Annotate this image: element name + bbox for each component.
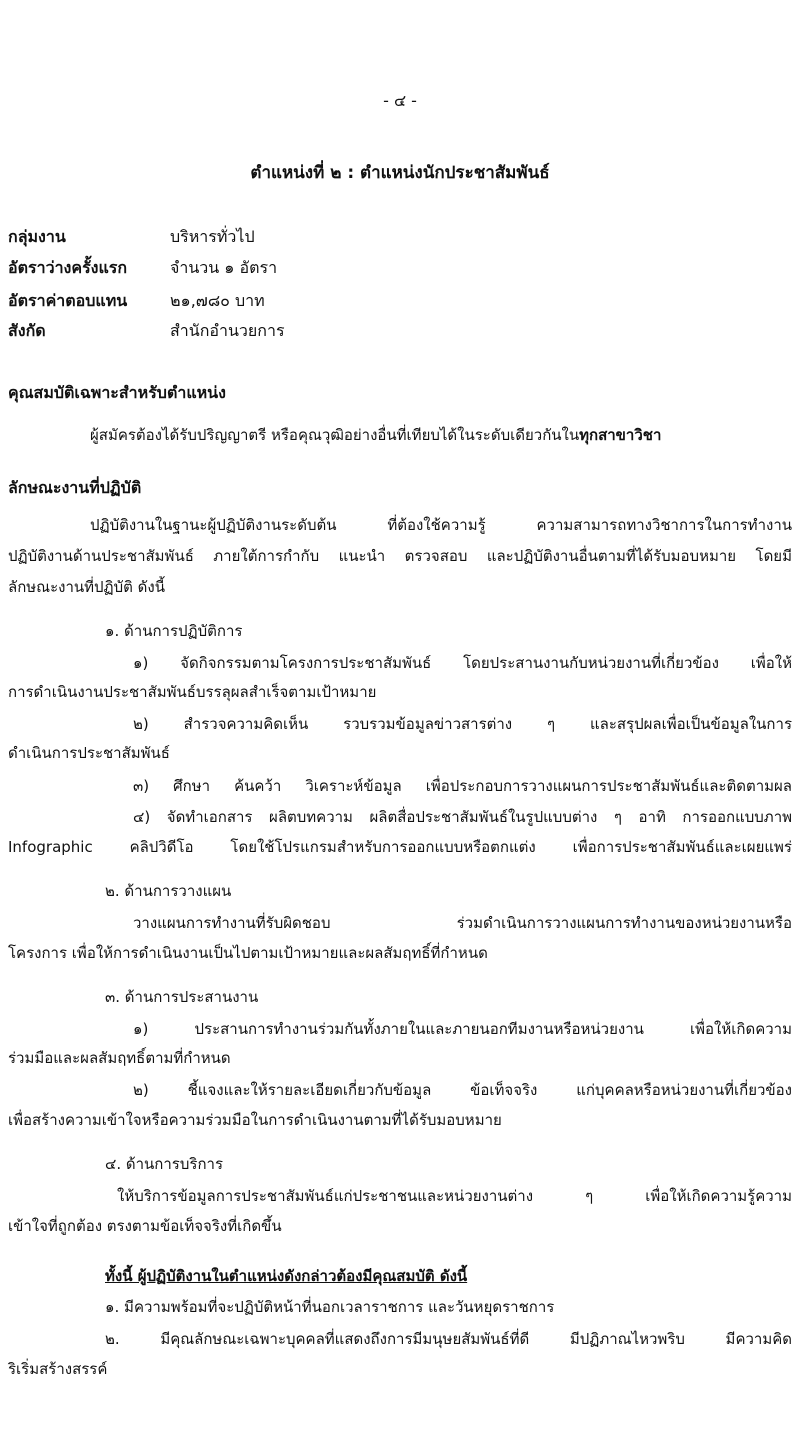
page-number: - ๔ - (383, 91, 417, 110)
info-label-group: กลุ่มงาน (8, 227, 66, 246)
qualification-field: ทุกสาขาวิชา (579, 426, 662, 444)
coordination-item-2: ๒) ชี้แจงและให้รายละเอียดเกี่ยวกับข้อมูล ข้อเท็จจริง แก่บุคคลหรือหน่วยงานที่เกี่ยวข้อง (133, 1081, 792, 1099)
operations-item-1: ๑) จัดกิจกรรมตามโครงการประชาสัมพันธ์ โดยประสานงานกับหน่วยงานที่เกี่ยวข้อง เพื่อให้ (133, 654, 792, 672)
service-text: ให้บริการข้อมูลการประชาสัมพันธ์แก่ประชาชนและหน่วยงานต่าง ๆ เพื่อให้เกิดความรู้ความ (117, 1187, 792, 1205)
service-text-cont: เข้าใจที่ถูกต้อง ตรงตามข้อเท็จจริงที่เกิดขึ้น (8, 1217, 282, 1235)
planning-text-cont: โครงการ เพื่อให้การดำเนินงานเป็นไปตามเป้าหมายและผลสัมฤทธิ์ที่กำหนด (8, 944, 488, 962)
section-operations-title: ๑. ด้านการปฏิบัติการ (105, 622, 243, 640)
operations-item-2: ๒) สำรวจความคิดเห็น รวบรวมข้อมูลข่าวสารต่าง ๆ และสรุปผลเพื่อเป็นข้อมูลในการ (133, 715, 792, 733)
qualification-title: คุณสมบัติเฉพาะสำหรับตำแหน่ง (8, 383, 226, 402)
duties-intro-line: ปฏิบัติงานด้านประชาสัมพันธ์ ภายใต้การกำกับ แนะนำ ตรวจสอบ และปฏิบัติงานอื่นตามที่ได้รับมอบหมาย โดยมี (8, 547, 792, 565)
attribute-item-2-cont: ริเริ่มสร้างสรรค์ (8, 1360, 108, 1378)
duties-intro-line: ลักษณะงานที่ปฏิบัติ ดังนี้ (8, 578, 165, 596)
attributes-title: ทั้งนี้ ผู้ปฏิบัติงานในตำแหน่งดังกล่าวต้องมีคุณสมบัติ ดังนี้ (105, 1267, 468, 1285)
attribute-item-1: ๑. มีความพร้อมที่จะปฏิบัติหน้าที่นอกเวลาราชการ และวันหยุดราชการ (105, 1298, 555, 1316)
info-label-salary: อัตราค่าตอบแทน (8, 291, 128, 310)
operations-item-4: ๔) จัดทำเอกสาร ผลิตบทความ ผลิตสื่อประชาสัมพันธ์ในรูปแบบต่าง ๆ อาทิ การออกแบบภาพ (133, 808, 792, 826)
duties-title: ลักษณะงานที่ปฏิบัติ (8, 478, 142, 497)
operations-item-3: ๓) ศึกษา ค้นคว้า วิเคราะห์ข้อมูล เพื่อประกอบการวางแผนการประชาสัมพันธ์และติดตามผล (133, 777, 792, 795)
duties-intro-line: ปฏิบัติงานในฐานะผู้ปฏิบัติงานระดับต้น ที่ต้องใช้ความรู้ ความสามารถทางวิชาการในการทำงาน (90, 516, 792, 534)
operations-item-1-cont: การดำเนินงานประชาสัมพันธ์บรรลุผลสำเร็จตามเป้าหมาย (8, 683, 377, 701)
info-value-salary: ๒๑,๗๘๐ บาท (170, 291, 265, 310)
coordination-item-2-cont: เพื่อสร้างความเข้าใจหรือความร่วมมือในการดำเนินงานตามที่ได้รับมอบหมาย (8, 1111, 502, 1129)
qualification-text (90, 424, 661, 446)
position-heading: ตำแหน่งที่ ๒ : ตำแหน่งนักประชาสัมพันธ์ (250, 163, 550, 183)
coordination-item-1-cont: ร่วมมือและผลสัมฤทธิ์ตามที่กำหนด (8, 1049, 231, 1067)
planning-text: วางแผนการทำงานที่รับผิดชอบ ร่วมดำเนินการวางแผนการทำงานของหน่วยงานหรือ (133, 914, 792, 932)
qualification-body: ผู้สมัครต้องได้รับปริญญาตรี หรือคุณวุฒิอย่างอื่นที่เทียบได้ในระดับเดียวกันใน (90, 426, 580, 444)
coordination-item-1: ๑) ประสานการทำงานร่วมกันทั้งภายในและภายนอกทีมงานหรือหน่วยงาน เพื่อให้เกิดความ (133, 1020, 792, 1038)
attribute-item-2: ๒. มีคุณลักษณะเฉพาะบุคคลที่แสดงถึงการมีมนุษยสัมพันธ์ที่ดี มีปฏิภาณไหวพริบ มีความคิด (105, 1330, 792, 1348)
info-value-vacancy: จำนวน ๑ อัตรา (170, 258, 278, 277)
info-value-group: บริหารทั่วไป (170, 227, 255, 246)
section-coordination-title: ๓. ด้านการประสานงาน (105, 988, 259, 1006)
section-planning-title: ๒. ด้านการวางแผน (105, 882, 232, 900)
operations-item-2-cont: ดำเนินการประชาสัมพันธ์ (8, 744, 170, 762)
info-label-affiliation: สังกัด (8, 321, 46, 340)
info-label-vacancy: อัตราว่างครั้งแรก (8, 258, 128, 277)
info-value-affiliation: สำนักอำนวยการ (170, 321, 285, 340)
operations-item-4-cont: Infographic คลิปวิดีโอ โดยใช้โปรแกรมสำหรับการออกแบบหรือตกแต่ง เพื่อการประชาสัมพันธ์และเผยแพร่ (8, 838, 792, 856)
section-service-title: ๔. ด้านการบริการ (105, 1155, 224, 1173)
